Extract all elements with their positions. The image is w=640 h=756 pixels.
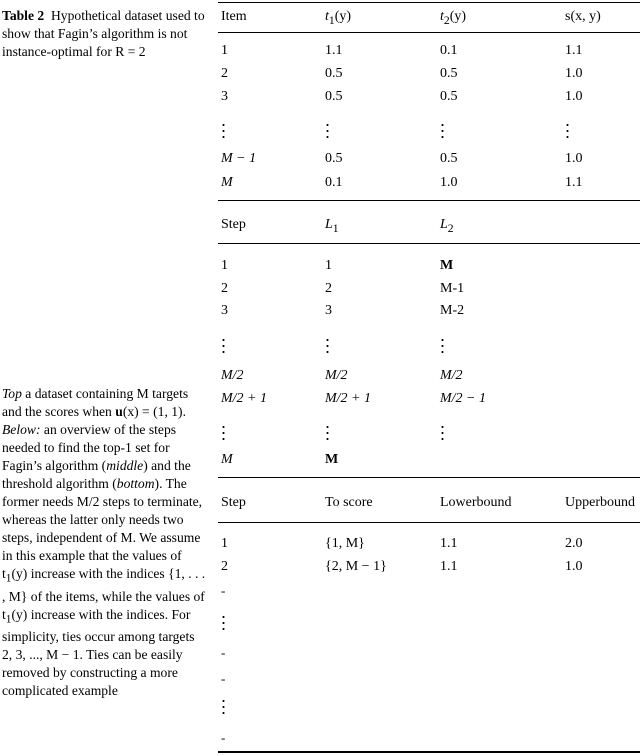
t1-header-t2 xyxy=(440,9,466,29)
caption-text: Hypothetical dataset used to show that Fagin’s algorithm is not instance-optimal for R = 2 xyxy=(2,8,205,59)
t1-r4-score: 1.0 xyxy=(565,151,583,166)
side-note-below: Below: xyxy=(2,422,41,437)
t1-r4-item-text: M − 1 xyxy=(221,151,257,166)
t1-r5-t2: 1.0 xyxy=(440,175,458,190)
t1-r2-t1: 0.5 xyxy=(325,66,343,81)
t2-header-l1 xyxy=(325,217,339,237)
t1-r4-t2: 0.5 xyxy=(440,151,458,166)
t2-r1-l1: 1 xyxy=(325,258,332,273)
t1-r5-item xyxy=(221,175,233,191)
t3-dash-4: - xyxy=(221,730,226,745)
t2-r4-step xyxy=(221,368,244,384)
t2-r4-l1 xyxy=(325,368,348,384)
t1-header-t1-arg: (y) xyxy=(334,9,352,24)
t2-r5-l2 xyxy=(440,391,486,407)
t3-dash-2: - xyxy=(221,645,226,660)
t1-r3-item: 3 xyxy=(221,89,228,104)
t3-dash-1: - xyxy=(221,583,226,598)
t3-r1-step: 1 xyxy=(221,536,228,551)
t1-r4-item xyxy=(221,151,256,167)
table1-header-rule xyxy=(218,32,640,33)
t2-r1-l2: M xyxy=(440,258,454,273)
t3-dash-3: - xyxy=(221,671,226,686)
t3-r2-lowerbound: 1.1 xyxy=(440,559,458,574)
t2-vdots-l1 xyxy=(326,337,329,355)
table2-header-rule xyxy=(218,243,640,244)
t1-vdots-score xyxy=(566,122,569,140)
t2-r3-step: 3 xyxy=(221,303,228,318)
t2-header-l1-var: L xyxy=(325,217,333,232)
t2-r5-l1 xyxy=(325,391,371,407)
table1-bottom-rule xyxy=(218,200,640,201)
table1-top-rule xyxy=(218,2,640,3)
t3-header-lowerbound: Lowerbound xyxy=(440,495,512,510)
t3-header-to-score: To score xyxy=(325,495,373,510)
t1-r3-score: 1.0 xyxy=(565,89,583,104)
t2-r1-step: 1 xyxy=(221,258,228,273)
t3-header-step: Step xyxy=(221,495,246,510)
t1-r4-t1: 0.5 xyxy=(325,151,343,166)
t2-r4-step-text: M/2 xyxy=(221,368,244,383)
t1-r3-t2: 0.5 xyxy=(440,89,458,104)
t2-vdots-step xyxy=(222,337,225,355)
table2-bottom-rule xyxy=(218,477,640,478)
side-note-top: Top xyxy=(2,386,22,401)
t1-r2-t2: 0.5 xyxy=(440,66,458,81)
t2-vdots2-step xyxy=(222,424,225,442)
t2-r5-l2-text: M/2 − 1 xyxy=(440,391,486,406)
side-note-text-1: a dataset containing M targets and the scores when xyxy=(2,386,189,419)
t3-r1-lowerbound: 1.1 xyxy=(440,536,458,551)
t1-header-t1-sub: 1 xyxy=(328,13,335,27)
t2-r5-step xyxy=(221,391,267,407)
side-note-u: u xyxy=(115,404,123,419)
side-note-sub-2: 1 xyxy=(5,613,12,626)
side-note-bottom: bottom xyxy=(116,476,155,491)
side-note-text-5: ). The former needs M/2 steps to terminate, whereas the latter only needs two steps, independent of M. We assume in this example that the values of t xyxy=(2,476,203,581)
t1-vdots-t1 xyxy=(326,122,329,140)
t1-r5-score: 1.1 xyxy=(565,175,583,190)
t2-r2-l2: M-1 xyxy=(440,281,465,296)
side-note-text-4: ) and the threshold algorithm ( xyxy=(2,458,191,491)
t2-r3-l2: M-2 xyxy=(440,303,465,318)
t3-header-upperbound: Upperbound xyxy=(565,495,635,510)
t2-r5-l1-text: M/2 + 1 xyxy=(325,391,371,406)
t1-vdots-item xyxy=(222,122,225,140)
t2-r6-step-text: M xyxy=(221,452,233,467)
t2-r4-l2-text: M/2 xyxy=(440,368,463,383)
t2-r6-l1: M xyxy=(325,452,339,467)
t1-r2-score: 1.0 xyxy=(565,66,583,81)
t2-header-l2 xyxy=(440,217,454,237)
t1-r1-score: 1.1 xyxy=(565,43,583,58)
side-note-text-7: (y) increase with the indices. For simplicity, ties occur among targets 2, 3, ..., M − 1. Ties can be easily removed by constructing a more complicated example xyxy=(2,606,195,699)
t3-r1-to-score: {1, M} xyxy=(325,536,365,551)
t2-r3-l1: 3 xyxy=(325,303,332,318)
t2-vdots2-l2 xyxy=(441,424,444,442)
t2-r5-step-text: M/2 + 1 xyxy=(221,391,267,406)
side-note-sub-1: 1 xyxy=(5,572,12,585)
table-caption xyxy=(2,7,206,61)
t2-r2-step: 2 xyxy=(221,281,228,296)
t2-r4-l2 xyxy=(440,368,463,384)
t2-vdots-l2 xyxy=(441,337,444,355)
t1-header-t1 xyxy=(325,9,351,29)
t1-r1-item: 1 xyxy=(221,43,228,58)
t1-header-t2-arg: (y) xyxy=(449,9,467,24)
side-note xyxy=(2,385,208,700)
t2-r6-step xyxy=(221,452,233,468)
t1-header-item: Item xyxy=(221,9,247,24)
t1-r5-item-text: M xyxy=(221,175,233,190)
t1-r1-t2: 0.1 xyxy=(440,43,458,58)
side-note-text-3: an overview of the steps needed to find the top-1 set for Fagin’s algorithm ( xyxy=(2,422,177,473)
t2-header-l2-var: L xyxy=(440,217,448,232)
table3-bottom-rule xyxy=(218,751,640,753)
t1-header-t2-sub: 2 xyxy=(443,13,450,27)
t2-vdots2-l1 xyxy=(326,424,329,442)
t1-vdots-t2 xyxy=(441,122,444,140)
t2-header-l2-sub: 2 xyxy=(447,221,454,235)
table3-header-rule xyxy=(218,522,640,523)
caption-label: Table 2 xyxy=(2,8,45,23)
t1-r3-t1: 0.5 xyxy=(325,89,343,104)
t3-vdots-1 xyxy=(222,614,225,632)
t2-header-step: Step xyxy=(221,217,246,232)
t1-r2-item: 2 xyxy=(221,66,228,81)
t1-header-t2-var: t xyxy=(440,9,444,24)
t1-r1-t1: 1.1 xyxy=(325,43,343,58)
t1-header-score: s(x, y) xyxy=(565,9,601,24)
side-note-middle: middle xyxy=(106,458,144,473)
t2-r4-l1-text: M/2 xyxy=(325,368,348,383)
t3-r1-upperbound: 2.0 xyxy=(565,536,583,551)
t3-r2-to-score: {2, M − 1} xyxy=(325,559,387,574)
t2-header-l1-sub: 1 xyxy=(332,221,339,235)
t2-r2-l1: 2 xyxy=(325,281,332,296)
t3-r2-upperbound: 1.0 xyxy=(565,559,583,574)
side-note-text-6: (y) increase with the indices {1, . . . , M} of the items, while the values of t xyxy=(2,566,206,622)
t3-vdots-2 xyxy=(222,698,225,716)
t1-header-t1-var: t xyxy=(325,9,329,24)
side-note-text-2: (x) = (1, 1). xyxy=(122,404,186,419)
t3-r2-step: 2 xyxy=(221,559,228,574)
t1-r5-t1: 0.1 xyxy=(325,175,343,190)
